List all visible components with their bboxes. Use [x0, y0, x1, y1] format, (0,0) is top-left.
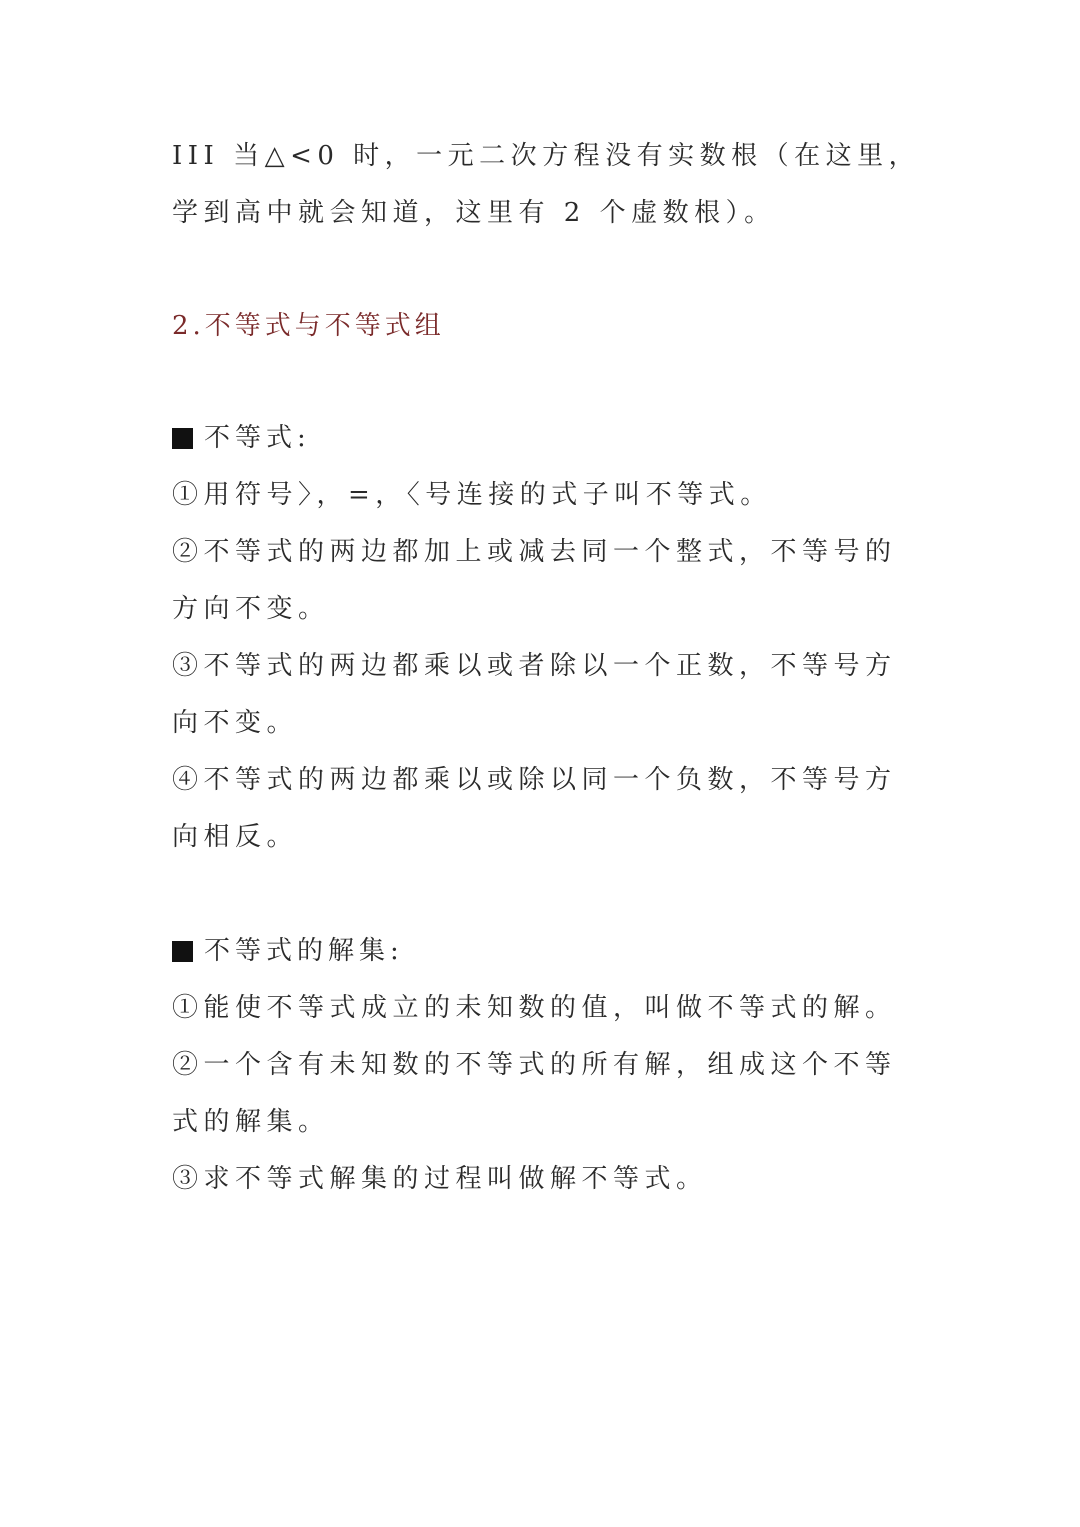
black-square-bullet-icon	[172, 941, 193, 962]
paragraph-line: 学到高中就会知道，这里有 2 个虚数根）。	[172, 198, 776, 228]
list-item: ①能使不等式成立的未知数的值，叫做不等式的解。	[172, 993, 897, 1023]
list-item: ②一个含有未知数的不等式的所有解，组成这个不等	[172, 1050, 897, 1080]
document-body	[172, 128, 921, 1208]
black-square-bullet-icon	[172, 428, 193, 449]
list-item: 方向不变。	[172, 594, 330, 624]
list-item: ③不等式的两边都乘以或者除以一个正数，不等号方	[172, 651, 897, 681]
list-item: ③求不等式解集的过程叫做解不等式。	[172, 1164, 708, 1194]
list-item: 式的解集。	[172, 1107, 330, 1137]
intro-paragraph	[172, 128, 921, 242]
list-item: 向相反。	[172, 822, 299, 852]
solution-set-block	[172, 923, 912, 1208]
paragraph-line: III 当△<0 时，一元二次方程没有实数根（在这里，	[172, 141, 921, 171]
list-item: ④不等式的两边都乘以或除以同一个负数，不等号方	[172, 765, 897, 795]
section-heading: 2.不等式与不等式组	[172, 311, 445, 341]
list-item: ②不等式的两边都加上或减去同一个整式，不等号的	[172, 537, 897, 567]
subsection-title-text: 不等式:	[204, 423, 311, 453]
list-item: ①用符号〉，=，〈号连接的式子叫不等式。	[172, 480, 772, 510]
subsection-title	[172, 410, 912, 467]
list-item: 向不变。	[172, 708, 299, 738]
subsection-title-text: 不等式的解集:	[204, 936, 404, 966]
subsection-title	[172, 923, 912, 980]
inequality-definition-block	[172, 410, 912, 866]
